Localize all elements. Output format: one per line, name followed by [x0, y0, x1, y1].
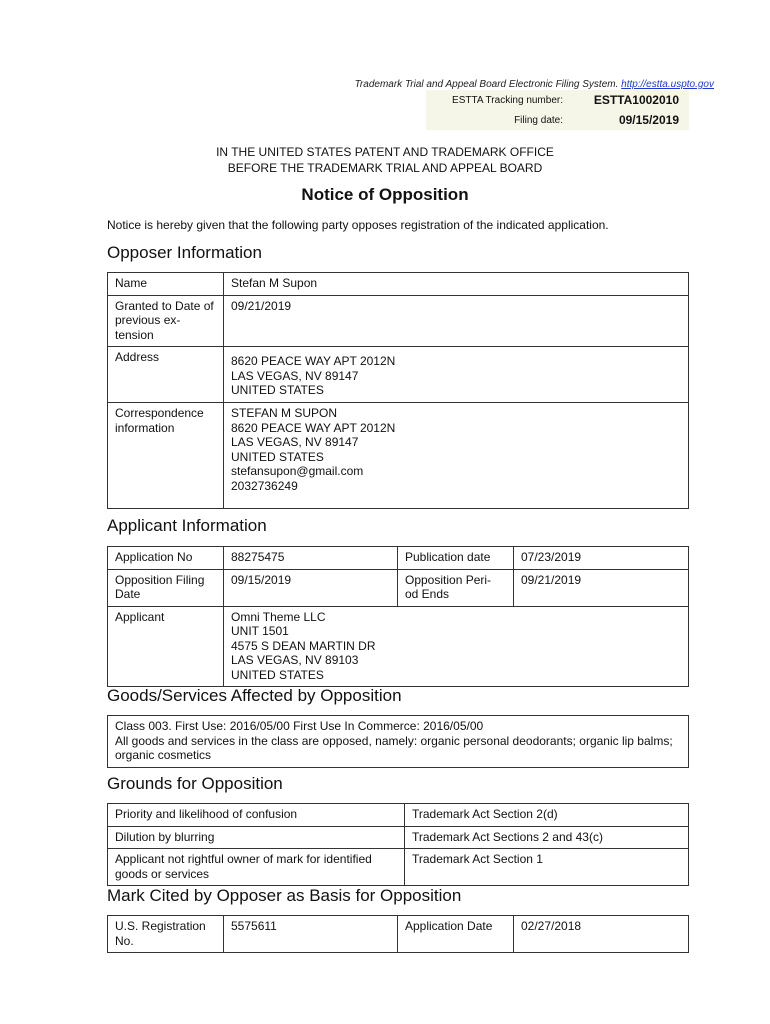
- application-date-label: Application Date: [398, 916, 514, 953]
- granted-value: 09/21/2019: [224, 295, 689, 347]
- filing-date: 09/15/2019: [618, 113, 679, 127]
- notice-text: Notice is hereby given that the following party opposes registration of the indicated application.: [107, 218, 609, 232]
- ground-basis: Trademark Act Sections 2 and 43(c): [405, 826, 689, 849]
- application-no-value: 88275475: [224, 547, 398, 570]
- grounds-table: [107, 803, 689, 886]
- mark-table: [107, 915, 689, 953]
- registration-value: 5575611: [224, 916, 398, 953]
- table-row: [108, 826, 689, 849]
- ground-basis: Trademark Act Section 1: [405, 849, 689, 886]
- name-label: Name: [108, 273, 224, 296]
- filing-date-label: Filing date:: [514, 115, 563, 126]
- ground-text: Applicant not rightful owner of mark for identified goods or services: [108, 849, 405, 886]
- applicant-value: Omni Theme LLC UNIT 1501 4575 S DEAN MARTIN DR LAS VEGAS, NV 89103 UNITED STATES: [224, 606, 689, 687]
- application-no-label: Application No: [108, 547, 224, 570]
- goods-heading: Goods/Services Affected by Opposition: [107, 686, 402, 705]
- table-row: [108, 916, 689, 953]
- address-value: 8620 PEACE WAY APT 2012N LAS VEGAS, NV 89147 UNITED STATES: [224, 347, 689, 403]
- table-row: [108, 716, 689, 768]
- tracking-label: ESTTA Tracking number:: [452, 95, 563, 106]
- publication-date-label: Publication date: [398, 547, 514, 570]
- ground-text: Dilution by blurring: [108, 826, 405, 849]
- table-row: [108, 569, 689, 606]
- filing-date-row: [426, 110, 689, 130]
- table-row: [108, 347, 689, 403]
- filing-date-value-cell: 09/15/2019: [224, 569, 398, 606]
- correspondence-value: STEFAN M SUPON 8620 PEACE WAY APT 2012N LAS VEGAS, NV 89147 UNITED STATES stefansupon@gmail.com 2032736249: [224, 403, 689, 509]
- tracking-box: [426, 90, 689, 130]
- applicant-label: Applicant: [108, 606, 224, 687]
- granted-label: Granted to Date of previous ex- tension: [108, 295, 224, 347]
- applicant-table: [107, 546, 689, 687]
- table-row: [108, 804, 689, 827]
- system-header: [355, 79, 714, 90]
- correspondence-table: [107, 402, 689, 509]
- office-line-1: IN THE UNITED STATES PATENT AND TRADEMARK OFFICE: [216, 145, 554, 159]
- ground-basis: Trademark Act Section 2(d): [405, 804, 689, 827]
- table-row: [108, 606, 689, 687]
- system-name: Trademark Trial and Appeal Board Electronic Filing System.: [354, 79, 619, 90]
- opposer-heading: Opposer Information: [107, 243, 262, 262]
- mark-heading: Mark Cited by Opposer as Basis for Opposition: [107, 886, 462, 905]
- table-row: [108, 547, 689, 570]
- correspondence-label: Correspondence information: [108, 403, 224, 509]
- goods-text: Class 003. First Use: 2016/05/00 First Use In Commerce: 2016/05/00 All goods and services in the class are opposed, namely: organic personal deodorants; organic lip balms; organic cosmetics: [108, 716, 689, 768]
- table-row: [108, 295, 689, 347]
- goods-table: [107, 715, 689, 768]
- period-ends-label: Opposition Peri- od Ends: [398, 569, 514, 606]
- publication-date-value: 07/23/2019: [514, 547, 689, 570]
- document-title: Notice of Opposition: [301, 185, 469, 204]
- applicant-heading: Applicant Information: [107, 516, 267, 535]
- ground-text: Priority and likelihood of confusion: [108, 804, 405, 827]
- tracking-row: [426, 90, 689, 110]
- table-row: [108, 273, 689, 296]
- office-line-2: BEFORE THE TRADEMARK TRIAL AND APPEAL BOARD: [227, 161, 543, 175]
- name-value: Stefan M Supon: [224, 273, 689, 296]
- period-ends-value: 09/21/2019: [514, 569, 689, 606]
- grounds-heading: Grounds for Opposition: [107, 774, 283, 793]
- filing-date-label-cell: Opposition Filing Date: [108, 569, 224, 606]
- address-label: Address: [108, 347, 224, 403]
- tracking-number: ESTTA1002010: [593, 93, 679, 107]
- table-row: [108, 403, 689, 509]
- opposer-table: [107, 272, 689, 403]
- estta-link[interactable]: http://estta.uspto.gov: [621, 79, 714, 90]
- table-row: [108, 849, 689, 886]
- registration-label: U.S. Registration No.: [108, 916, 224, 953]
- application-date-value: 02/27/2018: [514, 916, 689, 953]
